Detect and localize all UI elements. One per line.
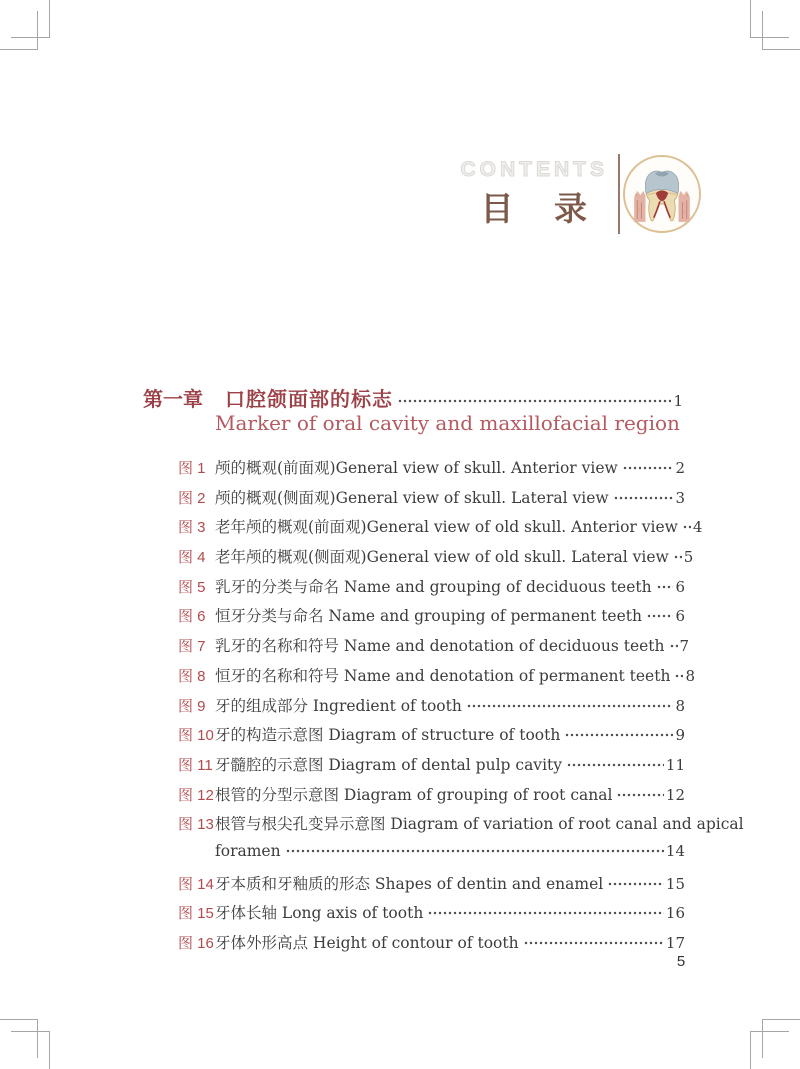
figure-entry — [178, 901, 685, 931]
figure-entry — [178, 812, 744, 842]
crop-mark-bottom-right-inner — [762, 1019, 800, 1058]
figure-entry — [178, 634, 690, 664]
figure-entry — [178, 753, 685, 783]
dot-leader — [614, 489, 674, 503]
figure-page-number: 15 — [665, 874, 685, 893]
figure-title: 老年颅的概观(侧面观)General view of old skull. Lateral view — [215, 548, 669, 567]
figure-entry — [178, 723, 685, 753]
figure-label: 图 12 — [178, 786, 214, 804]
figure-page-number: 12 — [665, 785, 685, 804]
figure-list — [178, 456, 744, 961]
dot-leader — [675, 667, 683, 681]
dot-leader — [524, 934, 664, 948]
figure-title: 根管与根尖孔变异示意图 Diagram of variation of root canal and apical — [215, 815, 744, 834]
figure-entry — [178, 664, 695, 694]
figure-entry — [178, 872, 685, 902]
figure-page-number: 14 — [665, 841, 685, 860]
figure-page-number: 4 — [692, 518, 703, 537]
figure-label: 图 4 — [178, 549, 206, 567]
figure-entry — [178, 545, 694, 575]
figure-title: 颅的概观(前面观)General view of skull. Anterior view — [215, 459, 618, 477]
figure-label: 图 15 — [178, 905, 214, 923]
figure-page-number: 6 — [675, 607, 685, 626]
figure-label: 图 6 — [178, 608, 206, 626]
figure-label: 图 3 — [178, 519, 206, 537]
dot-leader — [623, 459, 674, 473]
figure-entry — [178, 486, 685, 516]
dot-leader — [683, 518, 691, 532]
header-divider-line — [618, 154, 620, 234]
dot-leader — [608, 875, 664, 889]
dot-leader — [565, 726, 673, 740]
dot-leader — [647, 607, 673, 621]
figure-page-number: 17 — [665, 934, 685, 952]
figure-title: 牙本质和牙釉质的形态 Shapes of dentin and enamel — [215, 874, 604, 893]
figure-page-number: 2 — [675, 459, 685, 477]
toc-title-cn: 目 录 — [480, 189, 588, 228]
figure-title: 牙体外形高点 Height of contour of tooth — [215, 934, 519, 952]
figure-page-number: 7 — [679, 637, 690, 656]
chapter-title-cn: 口腔颌面部的标志 — [225, 387, 393, 411]
figure-page-number: 8 — [685, 666, 695, 685]
figure-page-number: 5 — [683, 548, 694, 567]
dot-leader — [674, 548, 682, 562]
figure-title: 根管的分型示意图 Diagram of grouping of root canal — [215, 785, 613, 804]
dot-leader — [286, 842, 664, 856]
tooth-cross-section-icon — [623, 155, 701, 233]
chapter-title-en: Marker of oral cavity and maxillofacial region — [215, 411, 680, 435]
figure-title: 牙髓腔的示意图 Diagram of dental pulp cavity — [215, 755, 563, 774]
figure-title: 恒牙的名称和符号 Name and denotation of permanent teeth — [215, 666, 671, 685]
figure-title: 颅的概观(侧面观)General view of skull. Lateral view — [215, 488, 609, 507]
figure-title: 牙体长轴 Long axis of tooth — [215, 904, 424, 923]
figure-entry — [178, 456, 685, 486]
figure-entry — [178, 842, 685, 872]
figure-title: 乳牙的分类与命名 Name and grouping of deciduous teeth — [215, 577, 652, 596]
figure-label: 图 14 — [178, 875, 214, 893]
chapter-entry — [143, 383, 683, 412]
figure-page-number: 9 — [675, 726, 685, 745]
figure-entry — [178, 515, 703, 545]
page-number: 5 — [676, 953, 686, 970]
figure-label: 图 9 — [178, 697, 206, 715]
figure-title: 老年颅的概观(前面观)General view of old skull. Anterior view — [215, 518, 678, 537]
toc-header — [461, 154, 702, 234]
figure-label: 图 13 — [178, 816, 214, 834]
figure-label: 图 16 — [178, 935, 214, 952]
figure-page-number: 11 — [665, 755, 685, 774]
figure-title: 牙的组成部分 Ingredient of tooth — [215, 696, 462, 715]
figure-title: 牙的构造示意图 Diagram of structure of tooth — [215, 726, 561, 745]
figure-label: 图 10 — [178, 727, 214, 745]
figure-entry — [178, 604, 685, 634]
figure-label: 图 11 — [178, 756, 213, 774]
figure-entry — [178, 783, 685, 813]
figure-page-number: 6 — [675, 577, 685, 596]
dot-leader — [428, 904, 664, 918]
figure-title: 乳牙的名称和符号 Name and denotation of deciduous teeth — [215, 637, 665, 656]
dot-leader — [657, 578, 674, 592]
dot-leader — [670, 637, 678, 651]
figure-label: 图 5 — [178, 578, 206, 596]
dot-leader — [398, 392, 671, 406]
crop-mark-top-left-inner — [0, 11, 38, 50]
dot-leader — [467, 697, 674, 711]
chapter-page-number: 1 — [673, 392, 683, 410]
figure-title: 恒牙分类与命名 Name and grouping of permanent teeth — [215, 607, 642, 626]
toc-header-text — [461, 158, 609, 230]
tooth-illustration — [629, 161, 695, 227]
figure-entry — [178, 575, 685, 605]
dot-leader — [617, 786, 663, 800]
figure-label: 图 7 — [178, 638, 206, 656]
contents-label: CONTENTS — [460, 158, 608, 181]
dot-leader — [567, 756, 664, 770]
crop-mark-top-right-inner — [762, 11, 800, 50]
figure-entry — [178, 931, 685, 961]
figure-label: 图 2 — [178, 489, 206, 507]
figure-page-number: 8 — [675, 696, 685, 715]
crop-mark-bottom-left-inner — [0, 1019, 38, 1058]
figure-entry — [178, 694, 685, 724]
chapter-label: 第一章 — [143, 387, 203, 411]
figure-label: 图 8 — [178, 667, 206, 685]
figure-title: foramen — [215, 841, 281, 860]
figure-page-number: 3 — [675, 488, 685, 507]
figure-page-number: 16 — [665, 904, 685, 923]
figure-label: 图 1 — [178, 460, 206, 477]
